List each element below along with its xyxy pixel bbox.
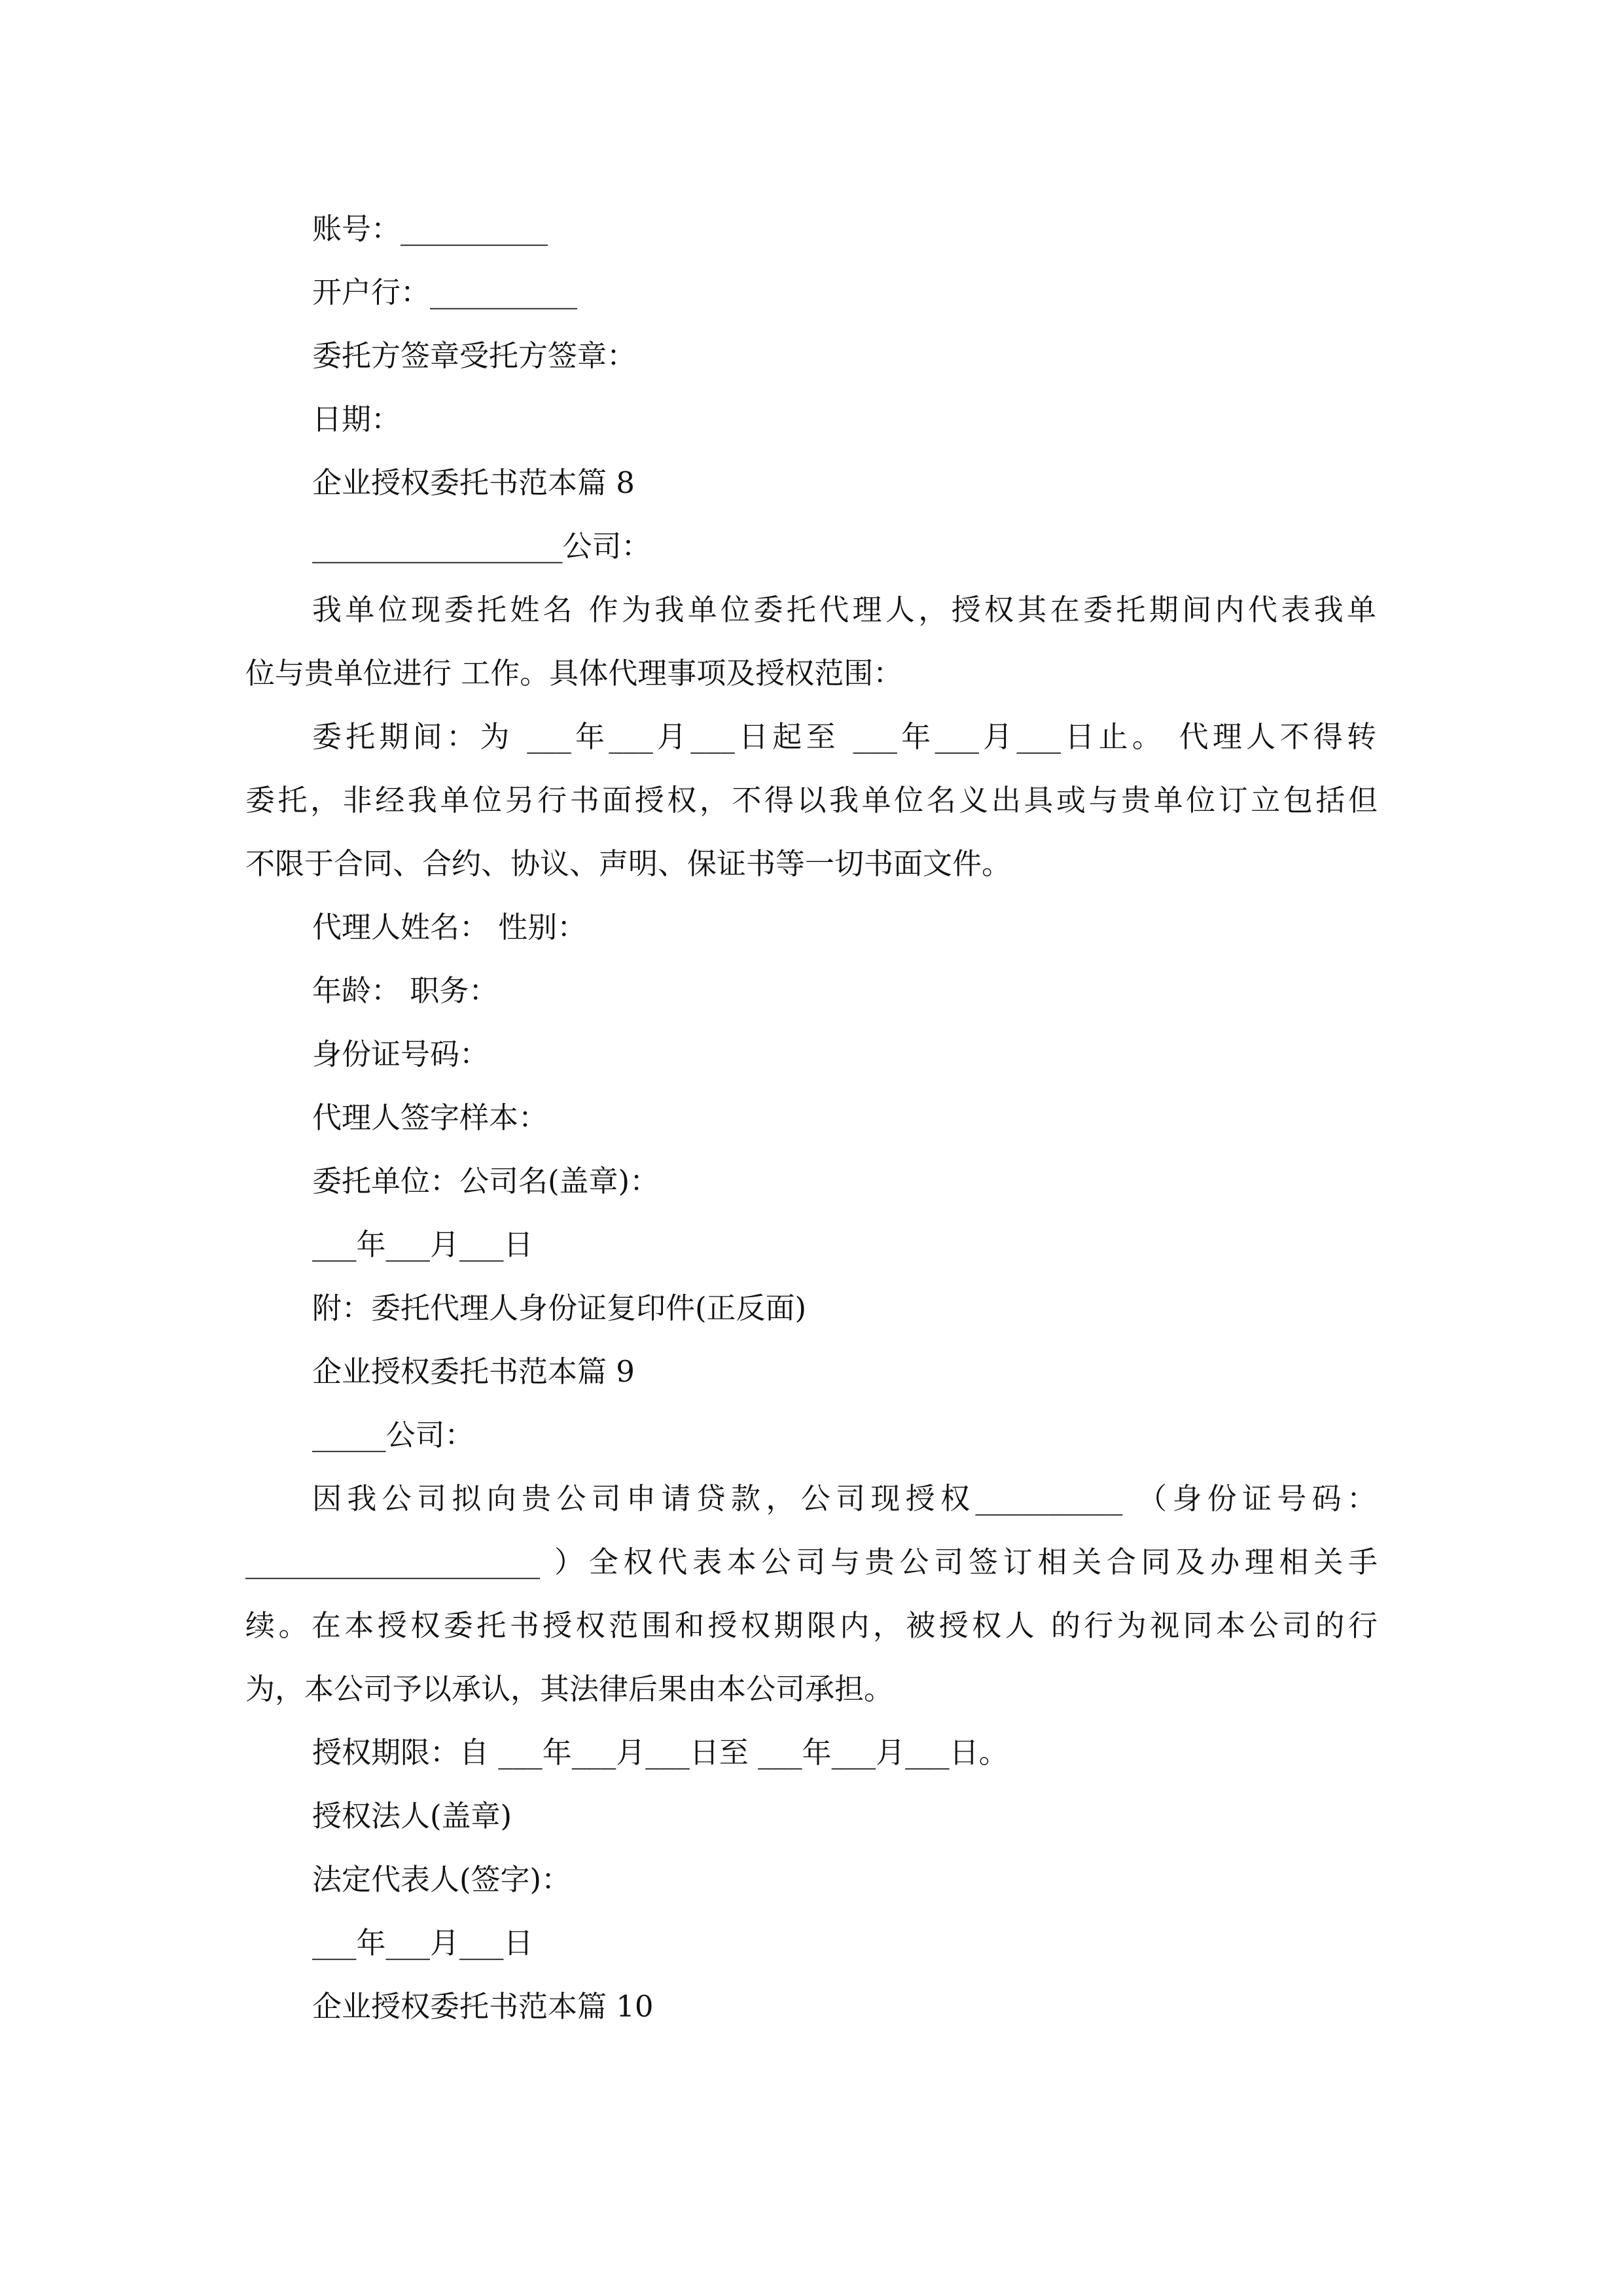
paragraph-line: 我单位现委托姓名 作为我单位委托代理人，授权其在委托期间内代表我单 [312,592,1376,627]
section-heading-10: 企业授权委托书范本篇 10 [312,1989,654,2024]
entrusting-unit-line: 委托单位：公司名(盖章)： [312,1164,660,1198]
signature-stamp-line: 委托方签章受托方签章： [312,338,637,373]
bank-line: 开户行：__________ [312,275,578,310]
paragraph-line: 委托，非经我单位另行书面授权，不得以我单位名义出具或与贵单位订立包括但 [245,783,1378,817]
account-number-line: 账号：__________ [312,211,548,246]
date-line: 日期： [312,402,401,437]
attachment-line: 附：委托代理人身份证复印件(正反面) [312,1291,807,1325]
id-number-line: 身份证号码： [312,1037,490,1071]
section-heading-9: 企业授权委托书范本篇 9 [312,1354,635,1389]
paragraph-line: ____________________ ）全权代表本公司与贵公司签订相关合同及办理相关手 [245,1545,1378,1579]
company-salutation-8: _________________公司： [312,529,651,564]
paragraph-line: 位与贵单位进行 工作。具体代理事项及授权范围： [245,656,903,691]
agent-name-gender-line: 代理人姓名： 性别： [312,910,587,944]
legal-representative-line: 法定代表人(签字)： [312,1862,571,1897]
paragraph-line: 为，本公司予以承认，其法律后果由本公司承担。 [245,1672,894,1706]
signature-sample-line: 代理人签字样本： [312,1100,548,1135]
age-position-line: 年龄： 职务： [312,973,499,1008]
company-salutation-9: _____公司： [312,1418,474,1452]
date-blank-line: ___年___月___日 [312,1227,533,1262]
paragraph-line: 因我公司拟向贵公司申请贷款，公司现授权__________ （身份证号码： [312,1481,1376,1516]
authorization-period-line: 授权期限：自 ___年___月___日至 ___年___月___日。 [312,1735,1008,1770]
section-heading-8: 企业授权委托书范本篇 8 [312,465,635,500]
paragraph-line: 委托期间：为 ___年___月___日起至 ___年___月___日止。 代理人不得转 [312,719,1376,754]
authorizing-entity-line: 授权法人(盖章) [312,1799,512,1833]
paragraph-line: 不限于合同、合约、协议、声明、保证书等一切书面文件。 [245,846,1012,881]
date-blank-line: ___年___月___日 [312,1926,533,1960]
paragraph-line: 续。在本授权委托书授权范围和授权期限内，被授权人 的行为视同本公司的行 [245,1608,1378,1643]
